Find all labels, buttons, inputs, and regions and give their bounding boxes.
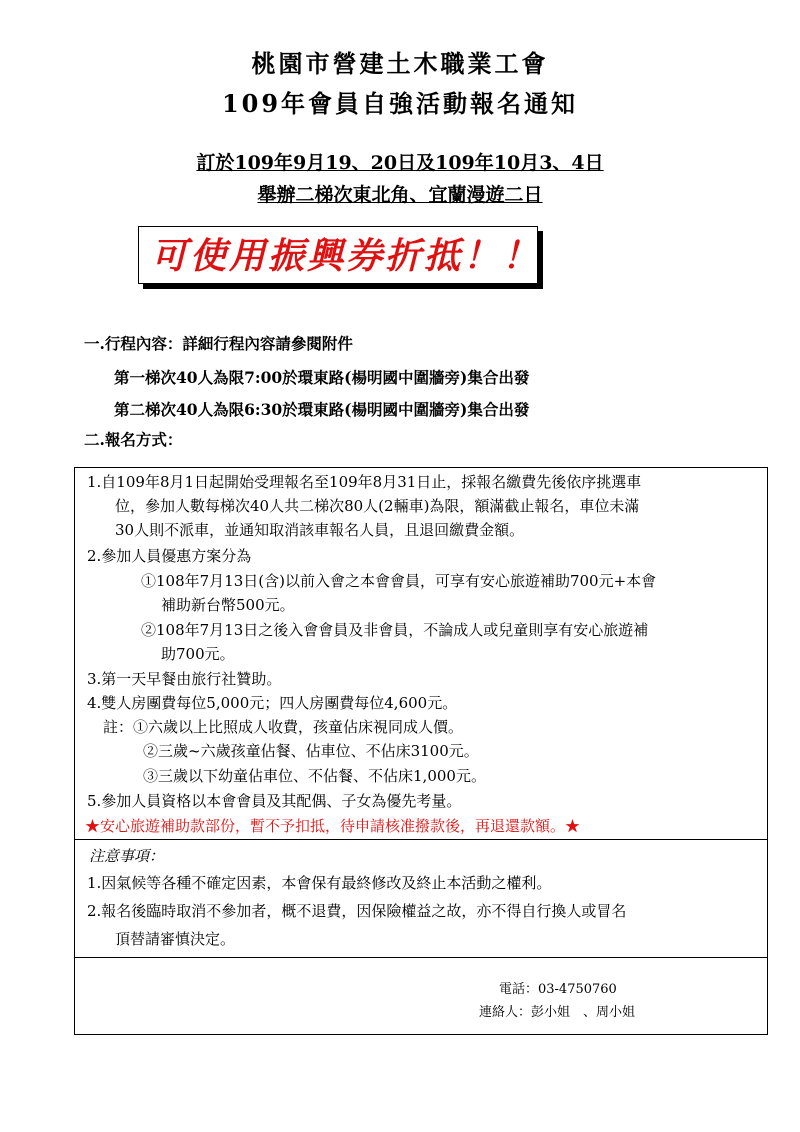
- rule-1-line-1: 1.自109年8月1日起開始受理報名至109年8月31日止，採報名繳費先後依序挑選車: [87, 473, 642, 491]
- note-1: 註：①六歲以上比照成人收費，孩童佔床視同成人價。: [103, 718, 464, 736]
- notice-1: 1.因氣候等各種不確定因素，本會保有最終修改及終止本活動之權利。: [87, 874, 552, 892]
- rule-5: 5.參加人員資格以本會會員及其配偶、子女為優先考量。: [87, 792, 462, 810]
- contact-persons: 連絡人：彭小姐 、周小姐: [479, 1005, 636, 1020]
- rule-2-option-1-line-1: ①108年7月13日(含)以前入會之本會會員，可享有安心旅遊補助700元+本會: [141, 572, 657, 590]
- rule-4: 4.雙人房團費每位5,000元；四人房團費每位4,600元。: [87, 694, 458, 712]
- registration-details-box: [74, 467, 768, 1035]
- document-subtitle: 109年會員自強活動報名通知: [221, 89, 579, 118]
- divider: [75, 839, 767, 840]
- note-3: ③三歲以下幼童佔車位、不佔餐、不佔床1,000元。: [143, 767, 486, 785]
- rule-3: 3.第一天早餐由旅行社贊助。: [87, 670, 282, 688]
- contact-phone: 電話：03-4750760: [499, 982, 617, 997]
- event-route: 舉辦二梯次東北角、宜蘭漫遊二日: [257, 184, 543, 206]
- rule-2: 2.參加人員優惠方案分為: [87, 547, 252, 565]
- notice-title: 注意事項：: [89, 847, 165, 865]
- rule-1-line-2: 位，參加人數每梯次40人共二梯次80人(2輛車)為限，額滿截止報名，車位未滿: [115, 497, 640, 515]
- itinerary-batch-1: 第一梯次40人為限7:00於環東路(楊明國中圍牆旁)集合出發: [114, 368, 530, 387]
- divider: [75, 957, 767, 958]
- note-2: ②三歲~六歲孩童佔餐、佔車位、不佔床3100元。: [143, 742, 479, 760]
- rule-2-option-2-line-1: ②108年7月13日之後入會會員及非會員，不論成人或兒童則享有安心旅遊補: [141, 621, 649, 639]
- event-dates: 訂於109年9月19、20日及109年10月3、4日: [196, 152, 604, 174]
- itinerary-batch-2: 第二梯次40人為限6:30於環東路(楊明國中圍牆旁)集合出發: [114, 400, 530, 419]
- section-registration-title: 二.報名方式：: [84, 430, 183, 449]
- section-itinerary-title: 一.行程內容：詳細行程內容請參閱附件: [84, 334, 353, 353]
- rule-2-option-2-line-2: 助700元。: [161, 645, 235, 663]
- document-title: 桃園市營建土木職業工會: [251, 49, 549, 78]
- subsidy-warning: ★安心旅遊補助款部份，暫不予扣抵，待申請核准撥款後，再退還款額。★: [85, 817, 581, 835]
- notice-2-line-2: 頂替請審慎決定。: [115, 930, 236, 948]
- rule-1-line-3: 30人則不派車，並通知取消該車報名人員，且退回繳費金額。: [115, 521, 525, 539]
- voucher-banner: 可使用振興券折抵！！: [138, 226, 538, 284]
- rule-2-option-1-line-2: 補助新台幣500元。: [161, 596, 295, 614]
- notice-2-line-1: 2.報名後臨時取消不參加者，概不退費，因保險權益之故，亦不得自行換人或冒名: [87, 902, 627, 920]
